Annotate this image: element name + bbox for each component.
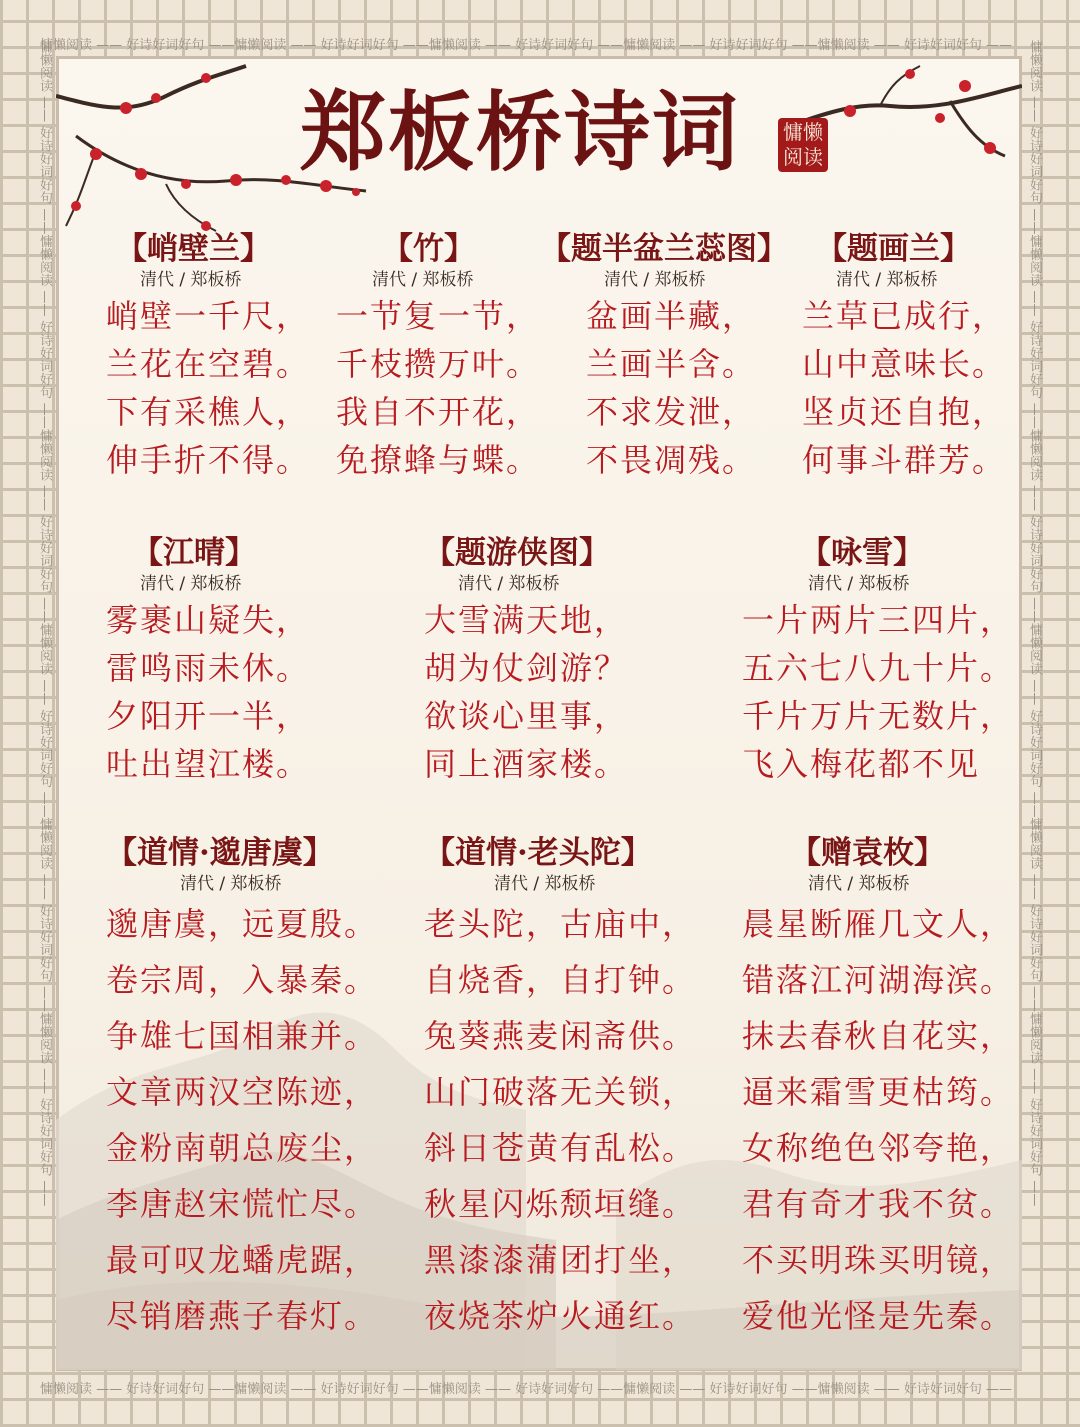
poem-author: 清代 / 郑板桥 xyxy=(808,574,910,594)
verse-line: 兰花在空碧。 xyxy=(106,345,311,383)
verse-line: 我自不开花， xyxy=(336,393,541,431)
poem-tibanpen xyxy=(540,230,788,484)
verse-line: 下有采樵人， xyxy=(106,393,311,431)
verse-line: 一片两片三四片， xyxy=(742,601,1015,639)
verse-line: 爱他光怪是先秦。 xyxy=(742,1297,1015,1335)
poem-title: 【竹】 xyxy=(382,231,475,267)
poem-author: 清代 / 郑板桥 xyxy=(836,270,938,290)
verse-line: 金粉南朝总废尘， xyxy=(106,1129,379,1167)
verse-line: 胡为仗剑游？ xyxy=(424,649,629,687)
verse-line: 秋星闪烁颓垣缝。 xyxy=(424,1185,697,1223)
page-title: 郑板桥诗词 xyxy=(300,82,740,183)
poem-zengyuanmei xyxy=(742,834,1014,1344)
poem-jiangqing xyxy=(106,534,310,788)
poem-author: 清代 / 郑板桥 xyxy=(494,874,596,894)
verse-line: 兰草已成行， xyxy=(802,297,1007,335)
border-text-left: 慵懒阅读 —— 好诗好词好句 ——慵懒阅读 —— 好诗好词好句 ——慵懒阅读 —— 好诗好词好句 ——慵懒阅读 —— 好诗好词好句 ——慵懒阅读 —— 好诗好词好句 ——慵懒阅读 —— 好诗好词好句 —— xyxy=(37,40,52,1207)
poem-daoqing-miaotangyu xyxy=(106,834,378,1344)
verse-line: 夕阳开一半， xyxy=(106,697,311,735)
verse-line: 吐出望江楼。 xyxy=(106,745,311,783)
verse-line: 黑漆漆蒲团打坐， xyxy=(424,1241,697,1279)
verse-line: 不畏凋残。 xyxy=(586,441,757,479)
poem-title: 【道情·邈唐虞】 xyxy=(106,835,334,871)
border-text-top: 慵懒阅读 —— 好诗好词好句 ——慵懒阅读 —— 好诗好词好句 ——慵懒阅读 —— 好诗好词好句 ——慵懒阅读 —— 好诗好词好句 ——慵懒阅读 —— 好诗好词好句 —— xyxy=(40,38,1013,52)
verse-line: 五六七八九十片。 xyxy=(742,649,1015,687)
poem-daoqing-laotoutuo xyxy=(424,834,696,1344)
verse-line: 伸手折不得。 xyxy=(106,441,311,479)
border-text-bottom: 慵懒阅读 —— 好诗好词好句 ——慵懒阅读 —— 好诗好词好句 ——慵懒阅读 —— 好诗好词好句 ——慵懒阅读 —— 好诗好词好句 ——慵懒阅读 —— 好诗好词好句 —— xyxy=(40,1382,1013,1396)
verse-line: 欲谈心里事， xyxy=(424,697,629,735)
verse-line: 晨星断雁几文人， xyxy=(742,905,1015,943)
verse-line: 山门破落无关锁， xyxy=(424,1073,697,1111)
verse-line: 尽销磨燕子春灯。 xyxy=(106,1297,379,1335)
verse-line: 雾裹山疑失， xyxy=(106,601,311,639)
poem-title: 【咏雪】 xyxy=(800,535,924,571)
poem-tihualan xyxy=(802,230,1006,484)
poem-author: 清代 / 郑板桥 xyxy=(180,874,282,894)
verse-line: 抹去春秋自花实， xyxy=(742,1017,1015,1055)
poem-author: 清代 / 郑板桥 xyxy=(372,270,474,290)
verse-line: 山中意味长。 xyxy=(802,345,1007,383)
verse-line: 李唐赵宋慌忙尽。 xyxy=(106,1185,379,1223)
poem-title: 【题游侠图】 xyxy=(424,535,610,571)
verse-line: 盆画半藏， xyxy=(586,297,757,335)
poem-author: 清代 / 郑板桥 xyxy=(140,574,242,594)
poem-title: 【道情·老头陀】 xyxy=(424,835,652,871)
verse-line: 何事斗群芳。 xyxy=(802,441,1007,479)
verse-line: 飞入梅花都不见 xyxy=(742,745,981,783)
verse-line: 千片万片无数片， xyxy=(742,697,1015,735)
verse-line: 卷宗周，入暴秦。 xyxy=(106,961,379,999)
seal-stamp: 慵懒阅读 xyxy=(778,118,828,172)
verse-line: 坚贞还自抱， xyxy=(802,393,1007,431)
poem-author: 清代 / 郑板桥 xyxy=(458,574,560,594)
poem-title: 【题半盆兰蕊图】 xyxy=(540,231,788,267)
verse-line: 雷鸣雨未休。 xyxy=(106,649,311,687)
verse-line: 最可叹龙蟠虎踞， xyxy=(106,1241,379,1279)
poem-yongxue xyxy=(742,534,1014,788)
poem-title: 【赠袁枚】 xyxy=(790,835,945,871)
verse-line: 争雄七国相兼并。 xyxy=(106,1017,379,1055)
verse-line: 逼来霜雪更枯筠。 xyxy=(742,1073,1015,1111)
poem-title: 【江晴】 xyxy=(132,535,256,571)
verse-line: 女称绝色邻夸艳， xyxy=(742,1129,1015,1167)
verse-line: 兔葵燕麦闲斋供。 xyxy=(424,1017,697,1055)
poem-author: 清代 / 郑板桥 xyxy=(808,874,910,894)
poem-title: 【题画兰】 xyxy=(816,231,971,267)
verse-line: 不买明珠买明镜， xyxy=(742,1241,1015,1279)
verse-line: 峭壁一千尺， xyxy=(106,297,311,335)
poem-author: 清代 / 郑板桥 xyxy=(140,270,242,290)
border-text-right: 慵懒阅读 —— 好诗好词好句 ——慵懒阅读 —— 好诗好词好句 ——慵懒阅读 —— 好诗好词好句 ——慵懒阅读 —— 好诗好词好句 ——慵懒阅读 —— 好诗好词好句 ——慵懒阅读 —— 好诗好词好句 —— xyxy=(1027,40,1042,1207)
verse-line: 错落江河湖海滨。 xyxy=(742,961,1015,999)
verse-line: 邈唐虞，远夏殷。 xyxy=(106,905,379,943)
poem-author: 清代 / 郑板桥 xyxy=(604,270,706,290)
poem-title: 【峭壁兰】 xyxy=(116,231,271,267)
verse-line: 千枝攒万叶。 xyxy=(336,345,541,383)
verse-line: 文章两汉空陈迹， xyxy=(106,1073,379,1111)
poem-qiaobilan xyxy=(106,230,310,484)
verse-line: 自烧香，自打钟。 xyxy=(424,961,697,999)
verse-line: 夜烧茶炉火通红。 xyxy=(424,1297,697,1335)
verse-line: 同上酒家楼。 xyxy=(424,745,629,783)
verse-line: 免撩蜂与蝶。 xyxy=(336,441,541,479)
verse-line: 大雪满天地， xyxy=(424,601,629,639)
verse-line: 兰画半含。 xyxy=(586,345,757,383)
verse-line: 君有奇才我不贫。 xyxy=(742,1185,1015,1223)
verse-line: 一节复一节， xyxy=(336,297,541,335)
poem-zhu xyxy=(336,230,540,484)
verse-line: 不求发泄， xyxy=(586,393,757,431)
poem-tiyouxiatu xyxy=(424,534,628,788)
verse-line: 老头陀，古庙中， xyxy=(424,905,697,943)
verse-line: 斜日苍黄有乱松。 xyxy=(424,1129,697,1167)
